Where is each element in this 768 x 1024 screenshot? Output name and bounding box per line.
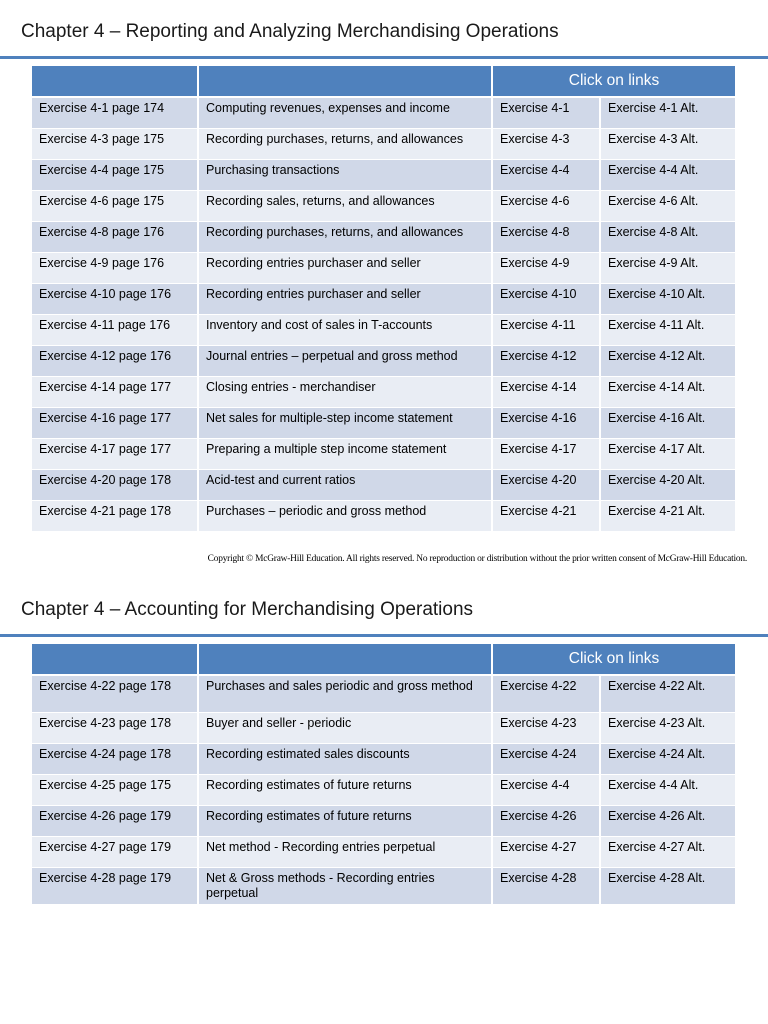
exercise-link[interactable]: Exercise 4-27 [492, 836, 600, 867]
exercise-link[interactable]: Exercise 4-26 [492, 805, 600, 836]
exercise-table [32, 644, 737, 905]
exercise-alt-link[interactable]: Exercise 4-14 Alt. [600, 376, 736, 407]
exercise-reference-cell: Exercise 4-22 page 178 [32, 675, 198, 712]
table-row [32, 345, 736, 376]
exercise-topic-cell: Recording sales, returns, and allowances [198, 190, 492, 221]
exercise-alt-link[interactable]: Exercise 4-22 Alt. [600, 675, 736, 712]
exercise-alt-link[interactable]: Exercise 4-10 Alt. [600, 283, 736, 314]
exercise-topic-cell: Net & Gross methods - Recording entries perpetual [198, 867, 492, 904]
table-row [32, 376, 736, 407]
exercise-reference-cell: Exercise 4-28 page 179 [32, 867, 198, 904]
exercise-alt-link[interactable]: Exercise 4-8 Alt. [600, 221, 736, 252]
exercise-topic-cell: Recording entries purchaser and seller [198, 252, 492, 283]
exercise-reference-cell: Exercise 4-16 page 177 [32, 407, 198, 438]
table-row [32, 438, 736, 469]
exercise-link[interactable]: Exercise 4-8 [492, 221, 600, 252]
table-row [32, 97, 736, 128]
exercise-alt-link[interactable]: Exercise 4-17 Alt. [600, 438, 736, 469]
header-cell-exercise [32, 66, 198, 97]
exercise-reference-cell: Exercise 4-4 page 175 [32, 159, 198, 190]
exercise-alt-link[interactable]: Exercise 4-4 Alt. [600, 774, 736, 805]
exercise-alt-link[interactable]: Exercise 4-27 Alt. [600, 836, 736, 867]
exercise-topic-cell: Net method - Recording entries perpetual [198, 836, 492, 867]
table-header-row [32, 66, 736, 97]
copyright-notice: Copyright © McGraw-Hill Education. All rights reserved. No reproduction or distribution without the prior written consent of McGraw-Hill Education. [207, 554, 747, 564]
exercise-link[interactable]: Exercise 4-20 [492, 469, 600, 500]
table-row [32, 283, 736, 314]
table-row [32, 469, 736, 500]
exercise-link[interactable]: Exercise 4-17 [492, 438, 600, 469]
exercise-link[interactable]: Exercise 4-12 [492, 345, 600, 376]
exercise-topic-cell: Inventory and cost of sales in T-accounts [198, 314, 492, 345]
exercise-alt-link[interactable]: Exercise 4-11 Alt. [600, 314, 736, 345]
section-title: Chapter 4 – Accounting for Merchandising Operations [21, 599, 474, 620]
exercise-alt-link[interactable]: Exercise 4-23 Alt. [600, 712, 736, 743]
header-cell-topic [198, 66, 492, 97]
exercise-reference-cell: Exercise 4-12 page 176 [32, 345, 198, 376]
header-click-on-links: Click on links [492, 66, 736, 97]
table-row [32, 675, 736, 712]
exercise-link[interactable]: Exercise 4-4 [492, 159, 600, 190]
exercise-reference-cell: Exercise 4-17 page 177 [32, 438, 198, 469]
table-row [32, 500, 736, 531]
exercise-link[interactable]: Exercise 4-22 [492, 675, 600, 712]
table-row [32, 314, 736, 345]
exercise-reference-cell: Exercise 4-25 page 175 [32, 774, 198, 805]
exercise-link[interactable]: Exercise 4-23 [492, 712, 600, 743]
exercise-alt-link[interactable]: Exercise 4-16 Alt. [600, 407, 736, 438]
title-rule [0, 56, 768, 59]
exercise-reference-cell: Exercise 4-6 page 175 [32, 190, 198, 221]
exercise-alt-link[interactable]: Exercise 4-24 Alt. [600, 743, 736, 774]
exercise-topic-cell: Recording purchases, returns, and allowances [198, 128, 492, 159]
exercise-alt-link[interactable]: Exercise 4-28 Alt. [600, 867, 736, 904]
exercise-topic-cell: Acid-test and current ratios [198, 469, 492, 500]
exercise-link[interactable]: Exercise 4-21 [492, 500, 600, 531]
exercise-alt-link[interactable]: Exercise 4-12 Alt. [600, 345, 736, 376]
exercise-topic-cell: Buyer and seller - periodic [198, 712, 492, 743]
table-header-row [32, 644, 736, 675]
exercise-reference-cell: Exercise 4-9 page 176 [32, 252, 198, 283]
exercise-alt-link[interactable]: Exercise 4-9 Alt. [600, 252, 736, 283]
table-row [32, 252, 736, 283]
exercise-topic-cell: Journal entries – perpetual and gross method [198, 345, 492, 376]
section-title: Chapter 4 – Reporting and Analyzing Merchandising Operations [21, 21, 559, 42]
table-row [32, 774, 736, 805]
exercise-reference-cell: Exercise 4-10 page 176 [32, 283, 198, 314]
exercise-topic-cell: Recording estimates of future returns [198, 805, 492, 836]
exercise-topic-cell: Recording purchases, returns, and allowances [198, 221, 492, 252]
exercise-link[interactable]: Exercise 4-9 [492, 252, 600, 283]
exercise-link[interactable]: Exercise 4-24 [492, 743, 600, 774]
exercise-alt-link[interactable]: Exercise 4-26 Alt. [600, 805, 736, 836]
exercise-reference-cell: Exercise 4-27 page 179 [32, 836, 198, 867]
table-body [32, 97, 736, 531]
exercise-topic-cell: Preparing a multiple step income statement [198, 438, 492, 469]
table-row [32, 867, 736, 904]
table-row [32, 836, 736, 867]
exercise-reference-cell: Exercise 4-14 page 177 [32, 376, 198, 407]
header-click-on-links: Click on links [492, 644, 736, 675]
exercise-topic-cell: Closing entries - merchandiser [198, 376, 492, 407]
table-body [32, 675, 736, 904]
exercise-link[interactable]: Exercise 4-11 [492, 314, 600, 345]
exercise-link[interactable]: Exercise 4-14 [492, 376, 600, 407]
exercise-link[interactable]: Exercise 4-3 [492, 128, 600, 159]
table-row [32, 159, 736, 190]
exercise-link[interactable]: Exercise 4-4 [492, 774, 600, 805]
exercise-reference-cell: Exercise 4-26 page 179 [32, 805, 198, 836]
table-row [32, 221, 736, 252]
exercise-link[interactable]: Exercise 4-6 [492, 190, 600, 221]
exercise-topic-cell: Recording estimates of future returns [198, 774, 492, 805]
exercise-topic-cell: Recording estimated sales discounts [198, 743, 492, 774]
exercise-link[interactable]: Exercise 4-28 [492, 867, 600, 904]
exercise-reference-cell: Exercise 4-24 page 178 [32, 743, 198, 774]
exercise-reference-cell: Exercise 4-21 page 178 [32, 500, 198, 531]
exercise-topic-cell: Purchases and sales periodic and gross method [198, 675, 492, 712]
exercise-topic-cell: Purchasing transactions [198, 159, 492, 190]
table-row [32, 190, 736, 221]
header-cell-topic [198, 644, 492, 675]
exercise-alt-link[interactable]: Exercise 4-21 Alt. [600, 500, 736, 531]
exercise-alt-link[interactable]: Exercise 4-4 Alt. [600, 159, 736, 190]
exercise-alt-link[interactable]: Exercise 4-6 Alt. [600, 190, 736, 221]
exercise-link[interactable]: Exercise 4-10 [492, 283, 600, 314]
exercise-link[interactable]: Exercise 4-16 [492, 407, 600, 438]
header-cell-exercise [32, 644, 198, 675]
exercise-reference-cell: Exercise 4-11 page 176 [32, 314, 198, 345]
table-row [32, 805, 736, 836]
exercise-alt-link[interactable]: Exercise 4-20 Alt. [600, 469, 736, 500]
table-row [32, 407, 736, 438]
exercise-topic-cell: Recording entries purchaser and seller [198, 283, 492, 314]
table-row [32, 712, 736, 743]
table-row [32, 743, 736, 774]
exercise-reference-cell: Exercise 4-3 page 175 [32, 128, 198, 159]
exercise-alt-link[interactable]: Exercise 4-1 Alt. [600, 97, 736, 128]
exercise-reference-cell: Exercise 4-23 page 178 [32, 712, 198, 743]
exercise-topic-cell: Computing revenues, expenses and income [198, 97, 492, 128]
exercise-link[interactable]: Exercise 4-1 [492, 97, 600, 128]
exercise-reference-cell: Exercise 4-1 page 174 [32, 97, 198, 128]
table-row [32, 128, 736, 159]
exercise-topic-cell: Purchases – periodic and gross method [198, 500, 492, 531]
exercise-reference-cell: Exercise 4-8 page 176 [32, 221, 198, 252]
title-rule [0, 634, 768, 637]
exercise-topic-cell: Net sales for multiple-step income statement [198, 407, 492, 438]
exercise-reference-cell: Exercise 4-20 page 178 [32, 469, 198, 500]
exercise-alt-link[interactable]: Exercise 4-3 Alt. [600, 128, 736, 159]
exercise-table [32, 66, 737, 532]
